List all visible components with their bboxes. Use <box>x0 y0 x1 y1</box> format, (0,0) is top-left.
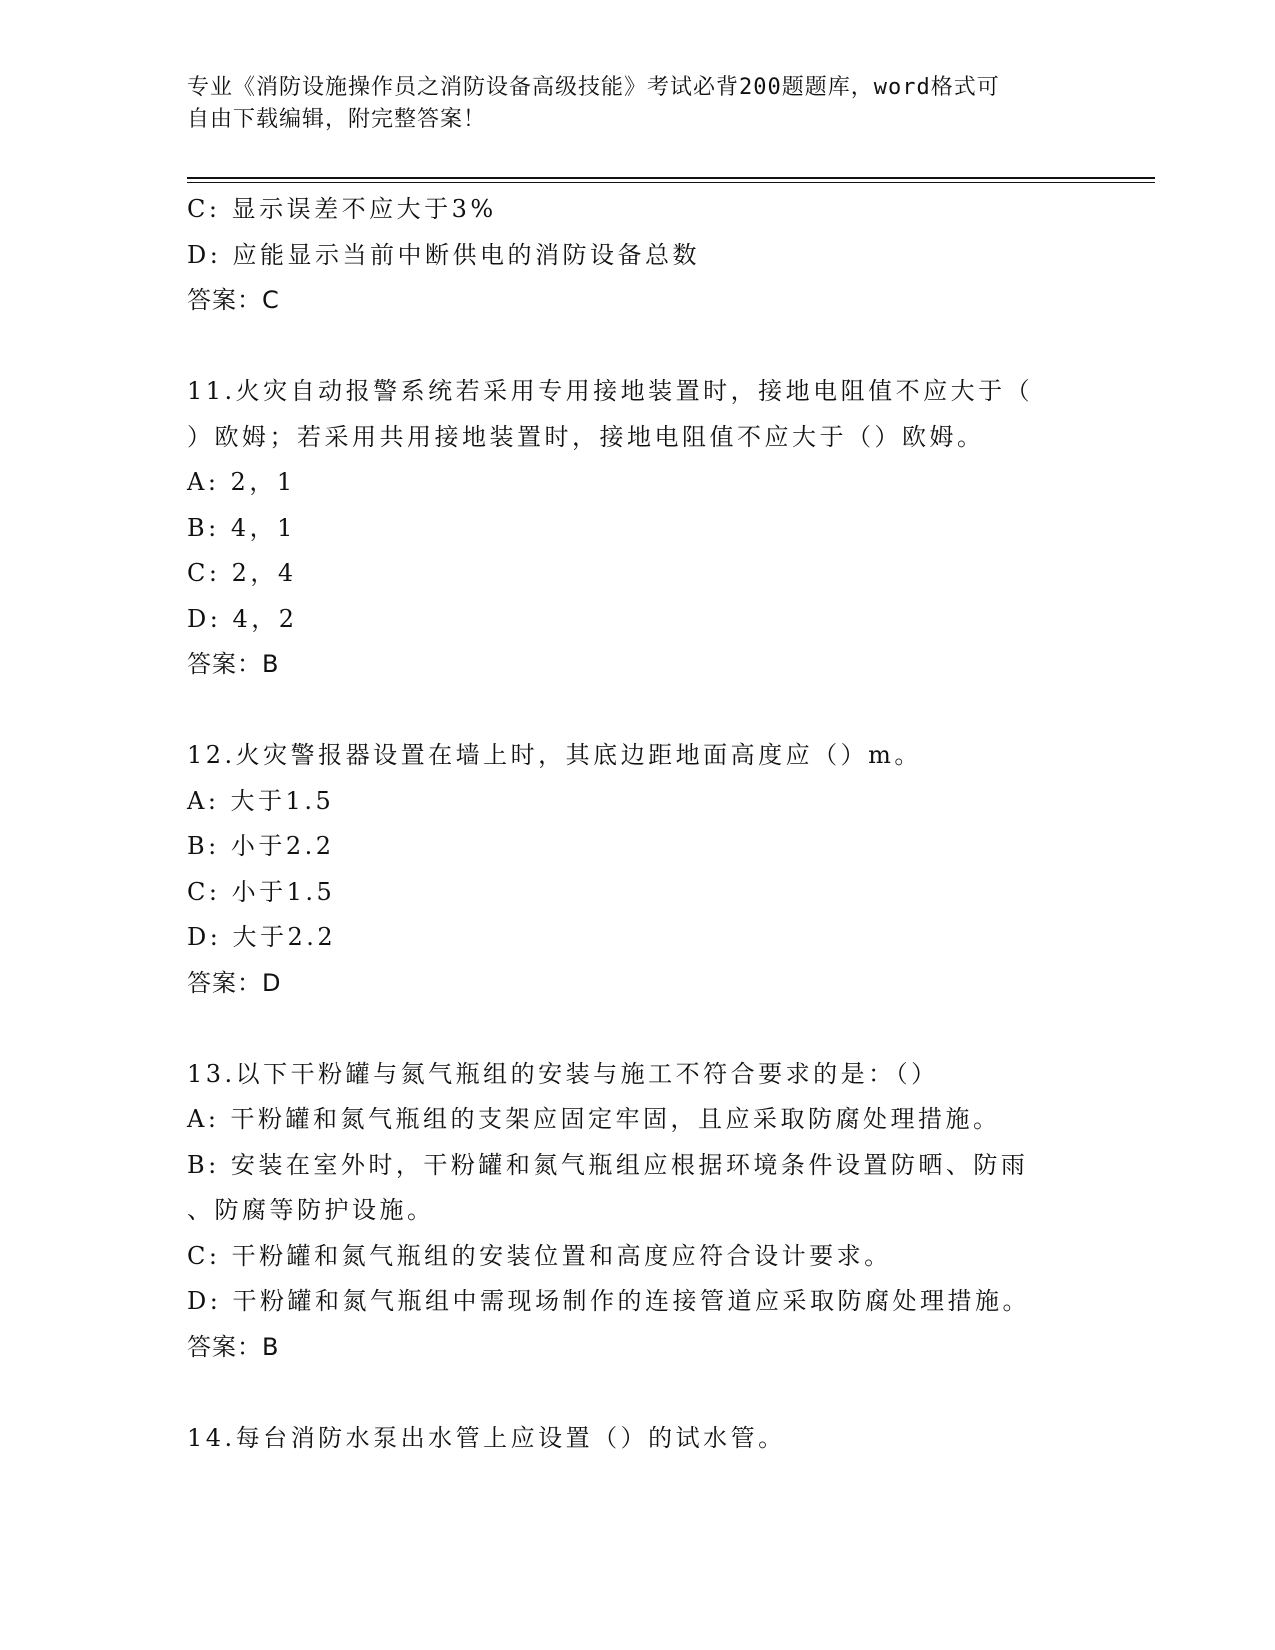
question-12-answer: 答案：D <box>187 968 282 997</box>
header-divider <box>187 177 1155 179</box>
question-11-option-a: A: 2，1 <box>187 468 296 496</box>
question-12-option-c: C: 小于1.5 <box>187 877 336 906</box>
question-12-stem: 12.火灾警报器设置在墙上时，其底边距地面高度应（）m。 <box>187 741 922 769</box>
question-12-option-a: A: 大于1.5 <box>187 786 335 815</box>
spacer <box>187 688 1087 734</box>
question-14-stem: 14.每台消防水泵出水管上应设置（）的试水管。 <box>187 1423 786 1452</box>
spacer <box>187 324 1087 370</box>
question-13-option-c: C: 干粉罐和氮气瓶组的安装位置和高度应符合设计要求。 <box>187 1241 892 1270</box>
question-11-option-d: D: 4，2 <box>187 604 298 633</box>
question-13-option-b-cont: 、防腐等防护设施。 <box>187 1196 435 1224</box>
question-11-answer: 答案：B <box>187 650 280 678</box>
question-11-stem-cont: ）欧姆；若采用共用接地装置时，接地电阻值不应大于（）欧姆。 <box>187 422 985 451</box>
question-12-option-b: B: 小于2.2 <box>187 832 335 860</box>
question-12-option-d: D: 大于2.2 <box>187 923 337 951</box>
question-list <box>187 187 1087 1461</box>
question-11-option-c: C: 2，4 <box>187 559 297 587</box>
question-13-option-d: D: 干粉罐和氮气瓶组中需现场制作的连接管道应采取防腐处理措施。 <box>187 1287 1030 1315</box>
question-13-option-b: B: 安装在室外时，干粉罐和氮气瓶组应根据环境条件设置防晒、防雨 <box>187 1150 1029 1179</box>
document-header <box>187 72 1067 136</box>
header-title-line-1: 专业《消防设施操作员之消防设备高级技能》考试必背200题题库，word格式可 <box>187 75 1000 100</box>
question-13-stem: 13.以下干粉罐与氮气瓶组的安装与施工不符合要求的是：（） <box>187 1059 939 1088</box>
option-c: C: 显示误差不应大于3% <box>187 195 497 223</box>
answer: 答案：C <box>187 286 280 314</box>
header-divider-thin <box>187 182 1155 183</box>
question-11-stem: 11.火灾自动报警系统若采用专用接地装置时，接地电阻值不应大于（ <box>187 377 1034 405</box>
option-d: D: 应能显示当前中断供电的消防设备总数 <box>187 240 700 269</box>
spacer <box>187 1370 1087 1416</box>
question-13-option-a: A: 干粉罐和氮气瓶组的支架应固定牢固，且应采取防腐处理措施。 <box>187 1105 1001 1133</box>
spacer <box>187 1006 1087 1052</box>
question-13-answer: 答案：B <box>187 1332 280 1361</box>
header-title-line-2: 自由下载编辑，附完整答案！ <box>187 107 487 132</box>
question-11-option-b: B: 4，1 <box>187 513 296 542</box>
